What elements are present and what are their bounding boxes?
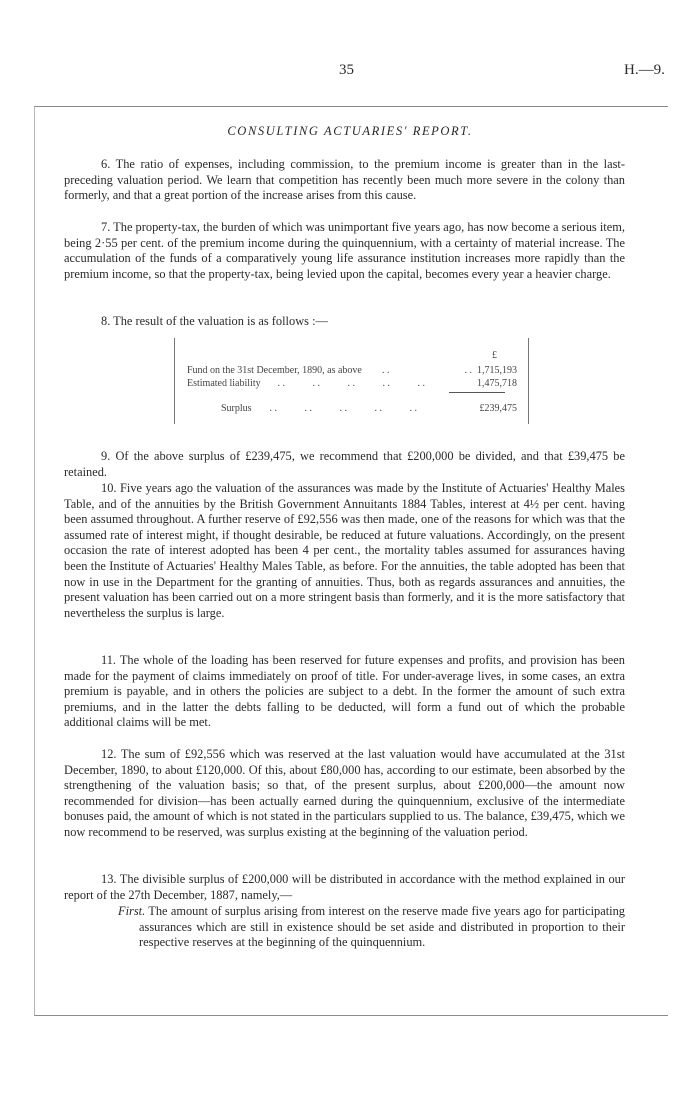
sum-rule: [449, 392, 505, 393]
clause-first-text: The amount of surplus arising from interest on the reserve made five years ago for participating assurances which are still in existence should be set aside and distributed in proportion to their respective reserves at the beginning of the quinquennium.: [139, 904, 625, 950]
paragraph-6: 6. The ratio of expenses, including commission, to the premium income is greater than in the last-preceding valuation period. We learn that competition has recently been much more severe in the colony than formerly, and that a great portion of the increase arises from this cause.: [64, 157, 625, 203]
paragraph-10: 10. Five years ago the valuation of the assurances was made by the Institute of Actuaries' Healthy Males Table, and of the annuities by the British Government Annuitants 1884 Tables, interest at 4½ per cent. having been assumed throughout. A further reserve of £92,556 was then made, one of the reasons for which was that the assumed rate of interest might, if thought desirable, be reduced at future valuations. Accordingly, on the present occasion the rate of interest adopted has been 4 per cent., the mortality tables assumed for assurances having been the Institute of Actuaries' Healthy Males Table, as before. For the annuities, the table adopted has been that now in use in the Department for the granting of annuities. Thus, both as regards assurances and annuities, the present valuation has been carried out on a more stringent basis than formerly, and it is the more satisfactory that nevertheless the surplus is large.: [64, 481, 625, 620]
total-label: Surplus: [221, 403, 252, 414]
clause-first-label: First.: [118, 904, 146, 918]
total-row: [187, 403, 517, 415]
table-row: [187, 365, 517, 377]
page-number: 35: [339, 62, 354, 78]
paragraph-11: 11. The whole of the loading has been reserved for future expenses and profits, and provision has been made for the payment of claims immediately on proof of title. For under-average lives, in some cases, an extra premium is payable, and in others the policies are subject to a debt. In the former the amount of such extra premiums, and in the latter the debts falling to be deducted, will form a fund out of which the probable additional claims will be met.: [64, 653, 625, 730]
document-reference: H.—9.: [624, 62, 665, 78]
paragraph-9: 9. Of the above surplus of £239,475, we recommend that £200,000 be divided, and that £39,475 be retained.: [64, 449, 625, 479]
clause-first: [118, 904, 625, 951]
paragraph-7: 7. The property-tax, the burden of which was unimportant five years ago, has now become a serious item, being 2·55 per cent. of the premium income during the quinquennium, with a certainty of material increase. The accumulation of the funds of a comparatively young life assurance institution increases more rapidly than the premium income, so that the property-tax, being levied upon the capital, becomes every year a heavier charge.: [64, 220, 625, 281]
paragraph-13: 13. The divisible surplus of £200,000 will be distributed in accordance with the method explained in our report of the 27th December, 1887, namely,—: [64, 872, 625, 902]
currency-header-row: [187, 350, 517, 362]
report-title: CONSULTING ACTUARIES' REPORT.: [227, 124, 473, 138]
paragraph-8: 8. The result of the valuation is as follows :—: [101, 314, 328, 328]
row-label: Estimated liability: [187, 378, 261, 389]
total-amount: £239,475: [479, 403, 517, 414]
paragraph-12: 12. The sum of £92,556 which was reserved at the last valuation would have accumulated at the 31st December, 1890, to about £120,000. Of this, about £80,000 has, according to our estimate, been absorbed by the strengthening of the valuation basis; so that, of the present surplus, about £200,000—the amount now recommended for division—has been actually earned during the quinquennium, exclusive of the intermediate bonuses paid, the amount of which is not stated in the particulars supplied to us. The balance, £39,475, which we now recommend to be reserved, was surplus existing at the beginning of the valuation period.: [64, 747, 625, 839]
table-row: [187, 378, 517, 390]
row-amount: 1,475,718: [477, 378, 517, 389]
leader-dots: . . . . . . . . . .: [275, 378, 425, 389]
currency-header: £: [492, 350, 497, 361]
leader-dots: . . . . . . . . . .: [267, 403, 417, 414]
leader-dots: . . . .: [377, 365, 472, 376]
row-label: Fund on the 31st December, 1890, as above: [187, 365, 362, 376]
valuation-table: [174, 338, 529, 424]
row-amount: 1,715,193: [477, 365, 517, 376]
